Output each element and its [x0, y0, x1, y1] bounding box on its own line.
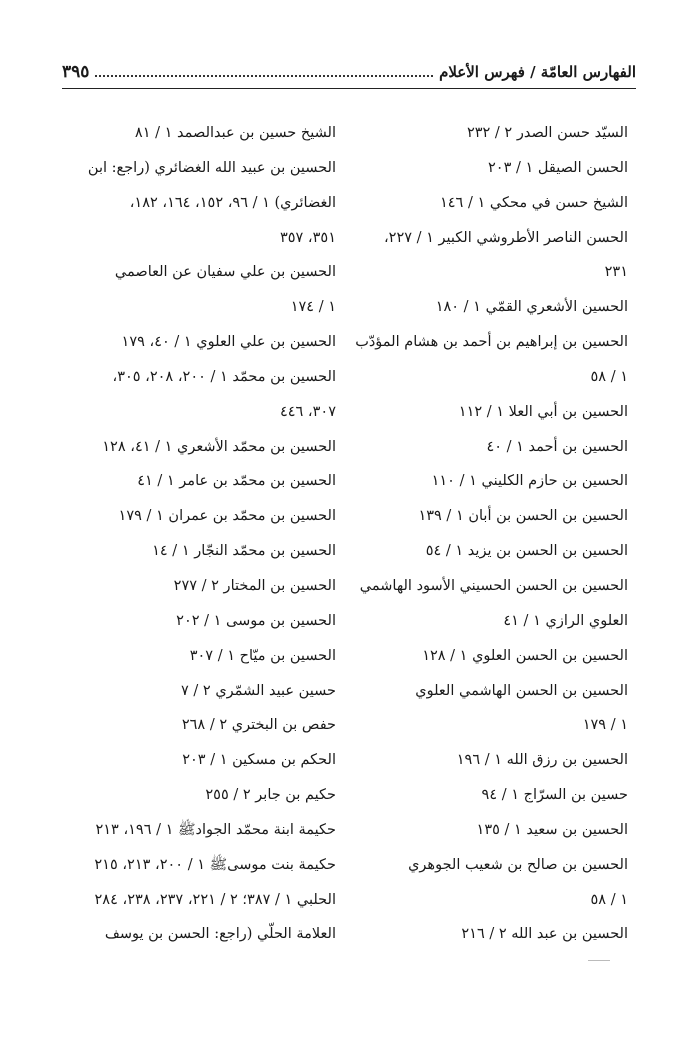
index-entry: الحسين بن علي العلوي ١ / ٤٠، ١٧٩	[121, 334, 336, 351]
index-entry: الحلبي ١ / ٣٨٧؛ ٢ / ٢٢١، ٢٣٧، ٢٣٨، ٢٨٤	[94, 891, 336, 908]
index-entry: الحسين بن الحسن الهاشمي العلوي	[415, 682, 628, 699]
index-entry: الحسين الأشعري القمّي ١ / ١٨٠	[435, 299, 628, 316]
index-column-left	[54, 116, 336, 952]
index-entry: ٢٣١	[604, 264, 628, 281]
index-entry: ١ / ١٧٤	[290, 299, 336, 316]
index-entry: الحسين بن إبراهيم بن أحمد بن هشام المؤدّب	[355, 334, 628, 351]
index-entry: الحسين بن رزق الله ١ / ١٩٦	[456, 752, 628, 769]
index-entry: الغضائري) ١ / ٩٦، ١٥٢، ١٦٤، ١٨٢،	[129, 194, 336, 211]
header-title: الفهارس العامّة / فهرس الأعلام	[439, 63, 636, 81]
index-entry: الحسين بن عبيد الله الغضائري (راجع: ابن	[87, 159, 336, 176]
index-entry: الحسين بن أبي العلا ١ / ١١٢	[458, 403, 628, 420]
index-entry: الحسين بن الحسن بن أبان ١ / ١٣٩	[418, 508, 628, 525]
index-entry: حفص بن البختري ٢ / ٢٦٨	[181, 717, 336, 734]
index-entry: الحسين بن محمّد بن عمران ١ / ١٧٩	[118, 508, 336, 525]
index-entry: الحسين بن عبد الله ٢ / ٢١٦	[461, 926, 628, 943]
index-entry: الحسن الناصر الأطروشي الكبير ١ / ٢٢٧،	[383, 229, 628, 246]
index-entry: ٣٥١، ٣٥٧	[279, 229, 336, 246]
dot-leader	[95, 75, 433, 77]
index-entry: الحسين بن سعيد ١ / ١٣٥	[476, 821, 628, 838]
index-entry: ١ / ٥٨	[590, 368, 628, 385]
index-entry: الحسين بن ميّاح ١ / ٣٠٧	[189, 647, 336, 664]
index-entry: حسين عبيد الشمّري ٢ / ٧	[181, 682, 336, 699]
index-entry: ١ / ١٧٩	[582, 717, 628, 734]
index-entry: حسين بن السرّاج ١ / ٩٤	[481, 787, 628, 804]
running-header	[62, 56, 636, 89]
index-entry: حكيمة بنت موسىﷺ ١ / ٢٠٠، ٢١٣، ٢١٥	[94, 856, 336, 873]
index-entry: الحسين بن محمّد ١ / ٢٠٠، ٢٠٨، ٣٠٥،	[112, 368, 336, 385]
index-entry: الحسين بن صالح بن شعيب الجوهري	[408, 856, 628, 873]
index-entry: العلوي الرازي ١ / ٤١	[503, 612, 628, 629]
index-entry: الشيخ حسين بن عبدالصمد ١ / ٨١	[134, 125, 336, 141]
index-entry: الشيخ حسن في محكي ١ / ١٤٦	[439, 194, 628, 211]
index-entry: الحسين بن الحسن بن يزيد ١ / ٥٤	[425, 543, 628, 560]
index-entry: الحسين بن محمّد النجّار ١ / ١٤	[152, 543, 336, 560]
index-entry: ١ / ٥٨	[590, 891, 628, 908]
page-number: ٣٩٥	[62, 62, 90, 82]
index-entry: الحسين بن علي سفيان عن العاصمي	[114, 264, 336, 281]
index-entry: الحسن الصيقل ١ / ٢٠٣	[488, 159, 628, 176]
index-entry: حكيمة ابنة محمّد الجوادﷺ ١ / ١٩٦، ٢١٣	[95, 821, 336, 838]
index-entry: الحسين بن محمّد الأشعري ١ / ٤١، ١٢٨	[102, 438, 336, 455]
index-column-right	[338, 116, 628, 952]
index-entry: الحسين بن الحسن العلوي ١ / ١٢٨	[422, 647, 628, 664]
footer-mark	[588, 960, 610, 961]
index-entry: حكيم بن جابر ٢ / ٢٥٥	[205, 787, 336, 804]
index-entry: الحسين بن أحمد ١ / ٤٠	[486, 438, 628, 455]
index-entry: الحسين بن الحسن الحسيني الأسود الهاشمي	[359, 577, 628, 594]
index-entry: الحكم بن مسكين ١ / ٢٠٣	[182, 752, 336, 769]
index-entry: الحسين بن موسى ١ / ٢٠٢	[176, 612, 336, 629]
index-entry: السيّد حسن الصدر ٢ / ٢٣٢	[466, 125, 628, 141]
index-entry: الحسين بن حازم الكليني ١ / ١١٠	[431, 473, 628, 490]
index-entry: الحسين بن محمّد بن عامر ١ / ٤١	[137, 473, 336, 490]
index-entry: ٣٠٧، ٤٤٦	[279, 403, 336, 420]
index-entry: العلامة الحلّي (راجع: الحسن بن يوسف	[104, 926, 336, 943]
index-entry: الحسين بن المختار ٢ / ٢٧٧	[173, 577, 336, 594]
